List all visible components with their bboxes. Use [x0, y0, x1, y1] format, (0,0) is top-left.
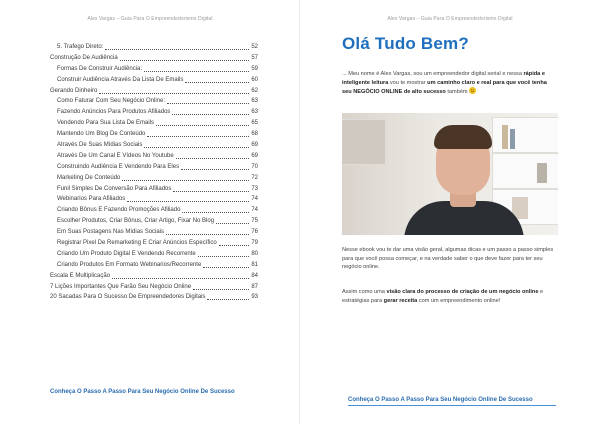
toc-entry[interactable] — [50, 216, 258, 227]
toc-entry-page: 73 — [251, 185, 258, 192]
body2-bold-1: visão clara do processo de criação de um negócio online — [386, 289, 539, 295]
toc-entry-title: Marketing De Conteúdo — [57, 174, 121, 181]
toc-entry[interactable] — [50, 129, 258, 140]
toc-entry-page: 69 — [251, 152, 258, 159]
toc-entry-page: 63 — [251, 98, 258, 105]
toc-leader-dots — [198, 250, 250, 257]
running-head-left: Alex Vargas – Guia Para O Empreendedorismo Digital — [87, 16, 213, 22]
toc-entry[interactable] — [50, 227, 258, 238]
toc-entry[interactable] — [50, 173, 258, 184]
toc-entry[interactable] — [50, 162, 258, 173]
toc-leader-dots — [216, 217, 249, 224]
toc-leader-dots — [105, 43, 249, 50]
toc-entry-page: 84 — [251, 272, 258, 279]
toc-leader-dots — [112, 272, 249, 279]
intro-paragraph — [342, 70, 558, 97]
intro-text-2: vou te mostrar — [388, 79, 428, 86]
toc-entry[interactable] — [50, 107, 258, 118]
toc-leader-dots — [122, 174, 249, 181]
toc-entry-title: Construindo Audiência E Vendendo Para Eles — [57, 163, 180, 170]
body2-bold-2: gerar receita — [383, 297, 418, 304]
toc-leader-dots — [156, 119, 249, 126]
smiley-icon — [469, 87, 476, 94]
toc-entry-title: Escala E Multiplicação — [50, 272, 111, 279]
toc-entry-title: Formas De Construir Audiência: — [57, 65, 143, 72]
intro-bold-2: um caminho claro e real para que você tenha seu NEGÓCIO ONLINE de alto sucesso — [342, 79, 547, 96]
toc-leader-dots — [219, 239, 250, 246]
toc-entry-page: 74 — [251, 207, 258, 214]
body-paragraph-2 — [342, 288, 558, 305]
intro-bold-1: rápida e inteligente leitura — [342, 71, 545, 86]
toc-entry-page: 75 — [251, 218, 258, 225]
toc-entry-title: Criando Um Produto Digital E Vendendo Recorrente — [57, 250, 196, 257]
toc-entry-page: 76 — [251, 229, 258, 236]
toc-entry-page: 72 — [251, 174, 258, 181]
toc-entry[interactable] — [50, 42, 258, 53]
toc-entry-page: 62 — [251, 87, 258, 94]
toc-entry-page: 68 — [251, 131, 258, 138]
body2-text-2: e estratégias para — [342, 289, 544, 304]
footer-right — [348, 397, 556, 405]
toc-entry[interactable] — [50, 118, 258, 129]
toc-entry-page: 65 — [251, 120, 258, 127]
toc-entry-title: 20 Sacadas Para O Sucesso De Empreendedores Digitais — [50, 294, 206, 301]
toc-entry-page: 63 — [251, 109, 258, 116]
toc-leader-dots — [144, 141, 249, 148]
intro-text-3: também — [445, 89, 468, 96]
toc-entry-title: Através De Um Canal E Vídeos No Youtube — [57, 152, 174, 159]
toc-entry[interactable] — [50, 151, 258, 162]
toc-entry-title: Construção De Audiência — [50, 54, 118, 61]
toc-entry[interactable] — [50, 292, 258, 303]
toc-entry[interactable] — [50, 75, 258, 86]
toc-entry[interactable] — [50, 184, 258, 195]
toc-entry-page: 59 — [251, 65, 258, 72]
toc-leader-dots — [147, 130, 249, 137]
toc-leader-dots — [172, 108, 249, 115]
toc-leader-dots — [120, 54, 250, 61]
toc-entry-page: 60 — [251, 76, 258, 83]
toc-entry[interactable] — [50, 205, 258, 216]
toc-leader-dots — [144, 65, 249, 72]
toc-entry[interactable] — [50, 238, 258, 249]
toc-entry-title: Escolher Produtos, Criar Bônus, Criar Artigo, Fixar No Blog — [57, 218, 215, 225]
toc-entry-page: 81 — [251, 261, 258, 268]
toc-entry[interactable] — [50, 53, 258, 64]
toc-leader-dots — [193, 283, 249, 290]
toc-leader-dots — [166, 228, 249, 235]
toc-entry-page: 74 — [251, 196, 258, 203]
toc-entry-title: Funil Simples De Conversão Para Afiliados — [57, 185, 172, 192]
footer-left: Conheça O Passo A Passo Para Seu Negócio Online De Sucesso — [50, 389, 235, 395]
toc-entry[interactable] — [50, 86, 258, 97]
toc-leader-dots — [127, 195, 249, 202]
toc-entry-title: Fazendo Anúncios Para Produtos Afiliados — [57, 109, 171, 116]
toc-entry-title: Vendendo Para Sua Lista De Emails — [57, 120, 155, 127]
toc-entry-title: Gerando Dinheiro — [50, 87, 98, 94]
body2-text-1: Assim como uma — [342, 289, 387, 295]
toc-leader-dots — [167, 97, 249, 104]
body2-text-3: com um empreendimento online! — [417, 297, 501, 304]
intro-text-1: ... Meu nome é Alex Vargas, sou um empreendedor digital serial e nessa — [342, 71, 524, 77]
toc-entry-title: Construir Audiência Através Da Lista De Emails — [57, 76, 184, 83]
toc-entry[interactable] — [50, 96, 258, 107]
toc-entry-page: 57 — [251, 54, 258, 61]
toc-entry-title: Através De Suas Mídias Sociais — [57, 142, 143, 149]
toc-entry-page: 80 — [251, 250, 258, 257]
toc-entry-page: 79 — [251, 240, 258, 247]
toc-entry-title: Criando Produtos Em Formato Webinarios/Recorrente — [57, 261, 202, 268]
toc-leader-dots — [203, 261, 249, 268]
toc-entry-page: 87 — [251, 283, 258, 290]
toc-leader-dots — [207, 293, 249, 300]
running-head-right: Alex Vargas – Guia Para O Empreendedorismo Digital — [387, 16, 513, 22]
toc-entry-page: 69 — [251, 142, 258, 149]
toc-leader-dots — [185, 76, 249, 83]
toc-entry-title: Mantendo Um Blog De Conteúdo — [57, 131, 146, 138]
toc-entry-page: 52 — [251, 44, 258, 50]
toc-entry-title: Registrar Pixel De Remarketing E Criar Anúncios Específico — [57, 240, 217, 247]
toc-entry-page: 93 — [251, 294, 258, 301]
footer-right-text: Conheça O Passo A Passo Para Seu Negócio Online De Sucesso — [348, 397, 533, 403]
toc-entry[interactable] — [50, 282, 258, 293]
toc-leader-dots — [176, 152, 250, 159]
toc-entry[interactable] — [50, 64, 258, 75]
toc-entry-title: Criando Bônus E Fazendo Promoções Afiliado — [57, 207, 181, 214]
toc-entry-page: 70 — [251, 163, 258, 170]
toc-entry[interactable] — [50, 194, 258, 205]
toc-leader-dots — [182, 206, 249, 213]
table-of-contents — [50, 42, 258, 303]
toc-entry-title: 7 Lições Importantes Que Farão Seu Negócio Online — [50, 283, 192, 290]
toc-entry-title: 5. Trafego Direto: — [57, 44, 104, 50]
page-heading: Olá Tudo Bem? — [342, 34, 469, 53]
toc-leader-dots — [173, 185, 249, 192]
toc-entry[interactable] — [50, 260, 258, 271]
toc-entry-title: Em Suas Postagens Nas Mídias Sociais — [57, 229, 165, 236]
body-paragraph-1: Nesse ebook vou te dar uma visão geral, algumas dicas e um passo a passo simples para que você possa começar, e na verdade saber o que deve fazer para ter seu negócio online. — [342, 247, 554, 271]
toc-entry[interactable] — [50, 249, 258, 260]
toc-leader-dots — [181, 163, 249, 170]
toc-entry[interactable] — [50, 140, 258, 151]
author-photo — [342, 113, 558, 235]
toc-entry-title: Webinarios Para Afiliados — [57, 196, 126, 203]
toc-leader-dots — [99, 87, 249, 94]
toc-entry-title: Como Faturar Com Seu Negócio Online: — [57, 98, 166, 105]
toc-entry[interactable] — [50, 271, 258, 282]
